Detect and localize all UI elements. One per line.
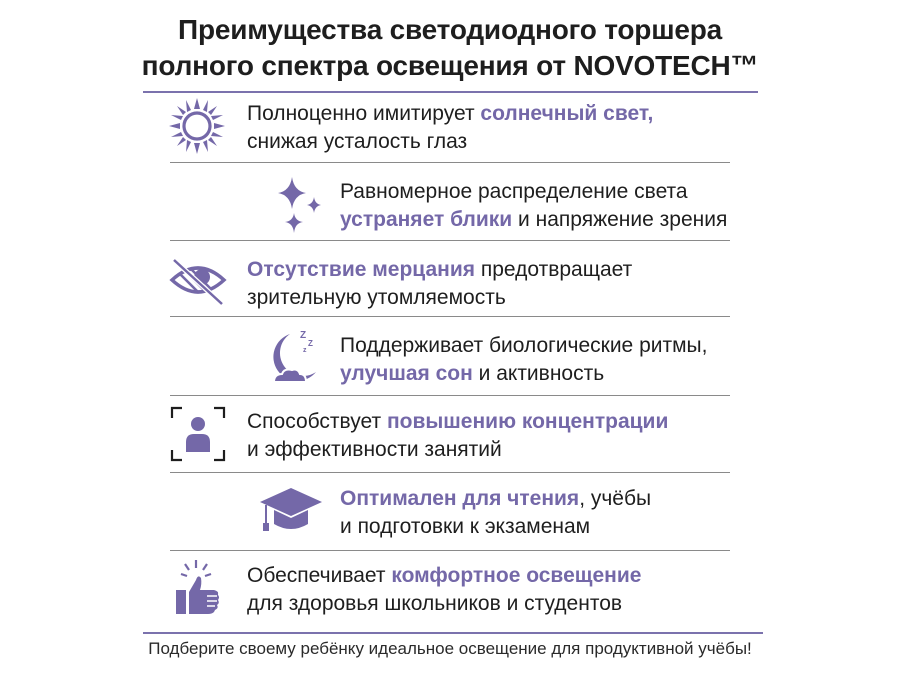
item-3-text: Отсутствие мерцания предотвращает зрительную утомляемость [247, 258, 633, 309]
row-divider [170, 316, 730, 317]
focus-person-icon [168, 404, 228, 464]
page-title [0, 12, 900, 84]
moon-sleep-icon [264, 326, 328, 390]
svg-text:z: z [303, 347, 307, 354]
item-6-text: Оптимален для чтения, учёбы и подготовки к экзаменам [340, 487, 652, 538]
item-7-text: Обеспечивает комфортное освещение для здоровья школьников и студентов [247, 564, 642, 615]
title-line-1: Преимущества светодиодного торшера [178, 14, 722, 45]
row-divider [170, 550, 730, 551]
item-1-text: Полноценно имитирует солнечный свет, снижая усталость глаз [247, 102, 654, 153]
graduation-cap-icon [258, 480, 324, 540]
sparkle-icon [270, 175, 330, 235]
footer-divider [143, 632, 763, 634]
svg-text:Z: Z [300, 330, 307, 341]
sun-icon [167, 96, 227, 156]
row-divider [170, 395, 730, 396]
item-2-text: Равномерное распределение света устраняет блики и напряжение зрения [340, 180, 728, 231]
svg-text:Z: Z [308, 339, 313, 348]
row-divider [170, 472, 730, 473]
eye-crossed-icon [168, 252, 228, 312]
item-4-text: Поддерживает биологические ритмы, улучшая сон и активность [340, 334, 708, 385]
thumbs-up-icon [170, 558, 230, 618]
footer-text: Подберите своему ребёнку идеальное освещение для продуктивной учёбы! [148, 639, 752, 658]
title-line-2: полного спектра освещения от NOVOTECH™ [141, 50, 759, 81]
row-divider [170, 162, 730, 163]
item-5-text: Способствует повышению концентрации и эффективности занятий [247, 410, 669, 461]
title-divider [143, 91, 758, 93]
row-divider [170, 240, 730, 241]
